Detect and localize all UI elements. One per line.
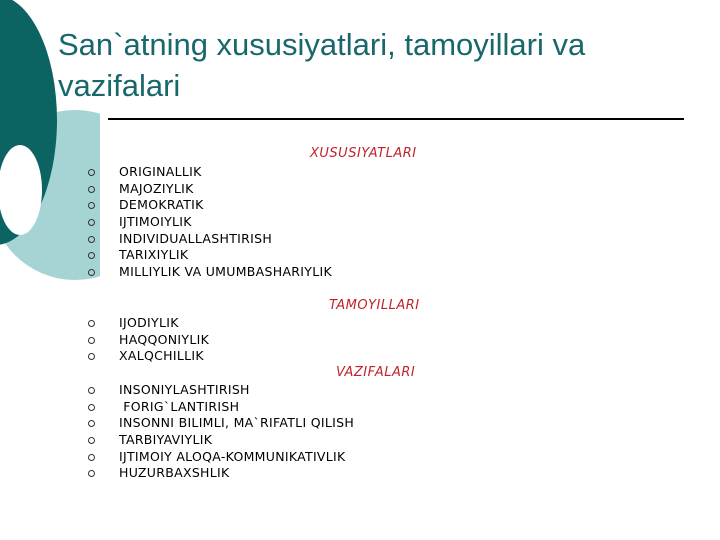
bullet-icon bbox=[88, 202, 95, 209]
bullet-icon bbox=[88, 236, 95, 243]
bullet-icon bbox=[88, 387, 95, 394]
list-item: FORIG`LANTIRISH bbox=[88, 399, 354, 416]
section-heading-vazifalari: VAZIFALARI bbox=[336, 365, 416, 380]
bullet-icon bbox=[88, 269, 95, 276]
bullet-icon bbox=[88, 337, 95, 344]
list-item: DEMOKRATIK bbox=[88, 197, 332, 214]
tamoyillari-list bbox=[88, 315, 209, 365]
bullet-icon bbox=[88, 404, 95, 411]
list-item: TARIXIYLIK bbox=[88, 247, 332, 264]
list-item: HUZURBAXSHLIK bbox=[88, 465, 354, 482]
list-item: XALQCHILLIK bbox=[88, 348, 209, 365]
list-item: INSONIYLASHTIRISH bbox=[88, 382, 354, 399]
list-item: MILLIYLIK VA UMUMBASHARIYLIK bbox=[88, 264, 332, 281]
section-heading-tamoyillari: TAMOYILLARI bbox=[329, 298, 420, 313]
bullet-icon bbox=[88, 420, 95, 427]
list-item: HAQQONIYLIK bbox=[88, 332, 209, 349]
slide-title: San`atning xususiyatlari, tamoyillari va vazifalari bbox=[58, 27, 586, 103]
list-item: IJTIMOIY ALOQA-KOMMUNIKATIVLIK bbox=[88, 449, 354, 466]
bullet-icon bbox=[88, 320, 95, 327]
list-item: ORIGINALLIK bbox=[88, 164, 332, 181]
bullet-icon bbox=[88, 454, 95, 461]
section-heading-xususiyatlari: XUSUSIYATLARI bbox=[310, 146, 417, 161]
bullet-icon bbox=[88, 252, 95, 259]
list-item: INSONNI BILIMLI, MA`RIFATLI QILISH bbox=[88, 415, 354, 432]
bullet-icon bbox=[88, 219, 95, 226]
bullet-icon bbox=[88, 169, 95, 176]
xususiyatlari-list bbox=[88, 164, 332, 281]
bullet-icon bbox=[88, 437, 95, 444]
list-item: TARBIYAVIYLIK bbox=[88, 432, 354, 449]
bullet-icon bbox=[88, 470, 95, 477]
list-item: MAJOZIYLIK bbox=[88, 181, 332, 198]
list-item: INDIVIDUALLASHTIRISH bbox=[88, 231, 332, 248]
vazifalari-list bbox=[88, 382, 354, 482]
bullet-icon bbox=[88, 353, 95, 360]
list-item: IJTIMOIYLIK bbox=[88, 214, 332, 231]
title-divider bbox=[108, 118, 684, 120]
list-item: IJODIYLIK bbox=[88, 315, 209, 332]
bullet-icon bbox=[88, 186, 95, 193]
